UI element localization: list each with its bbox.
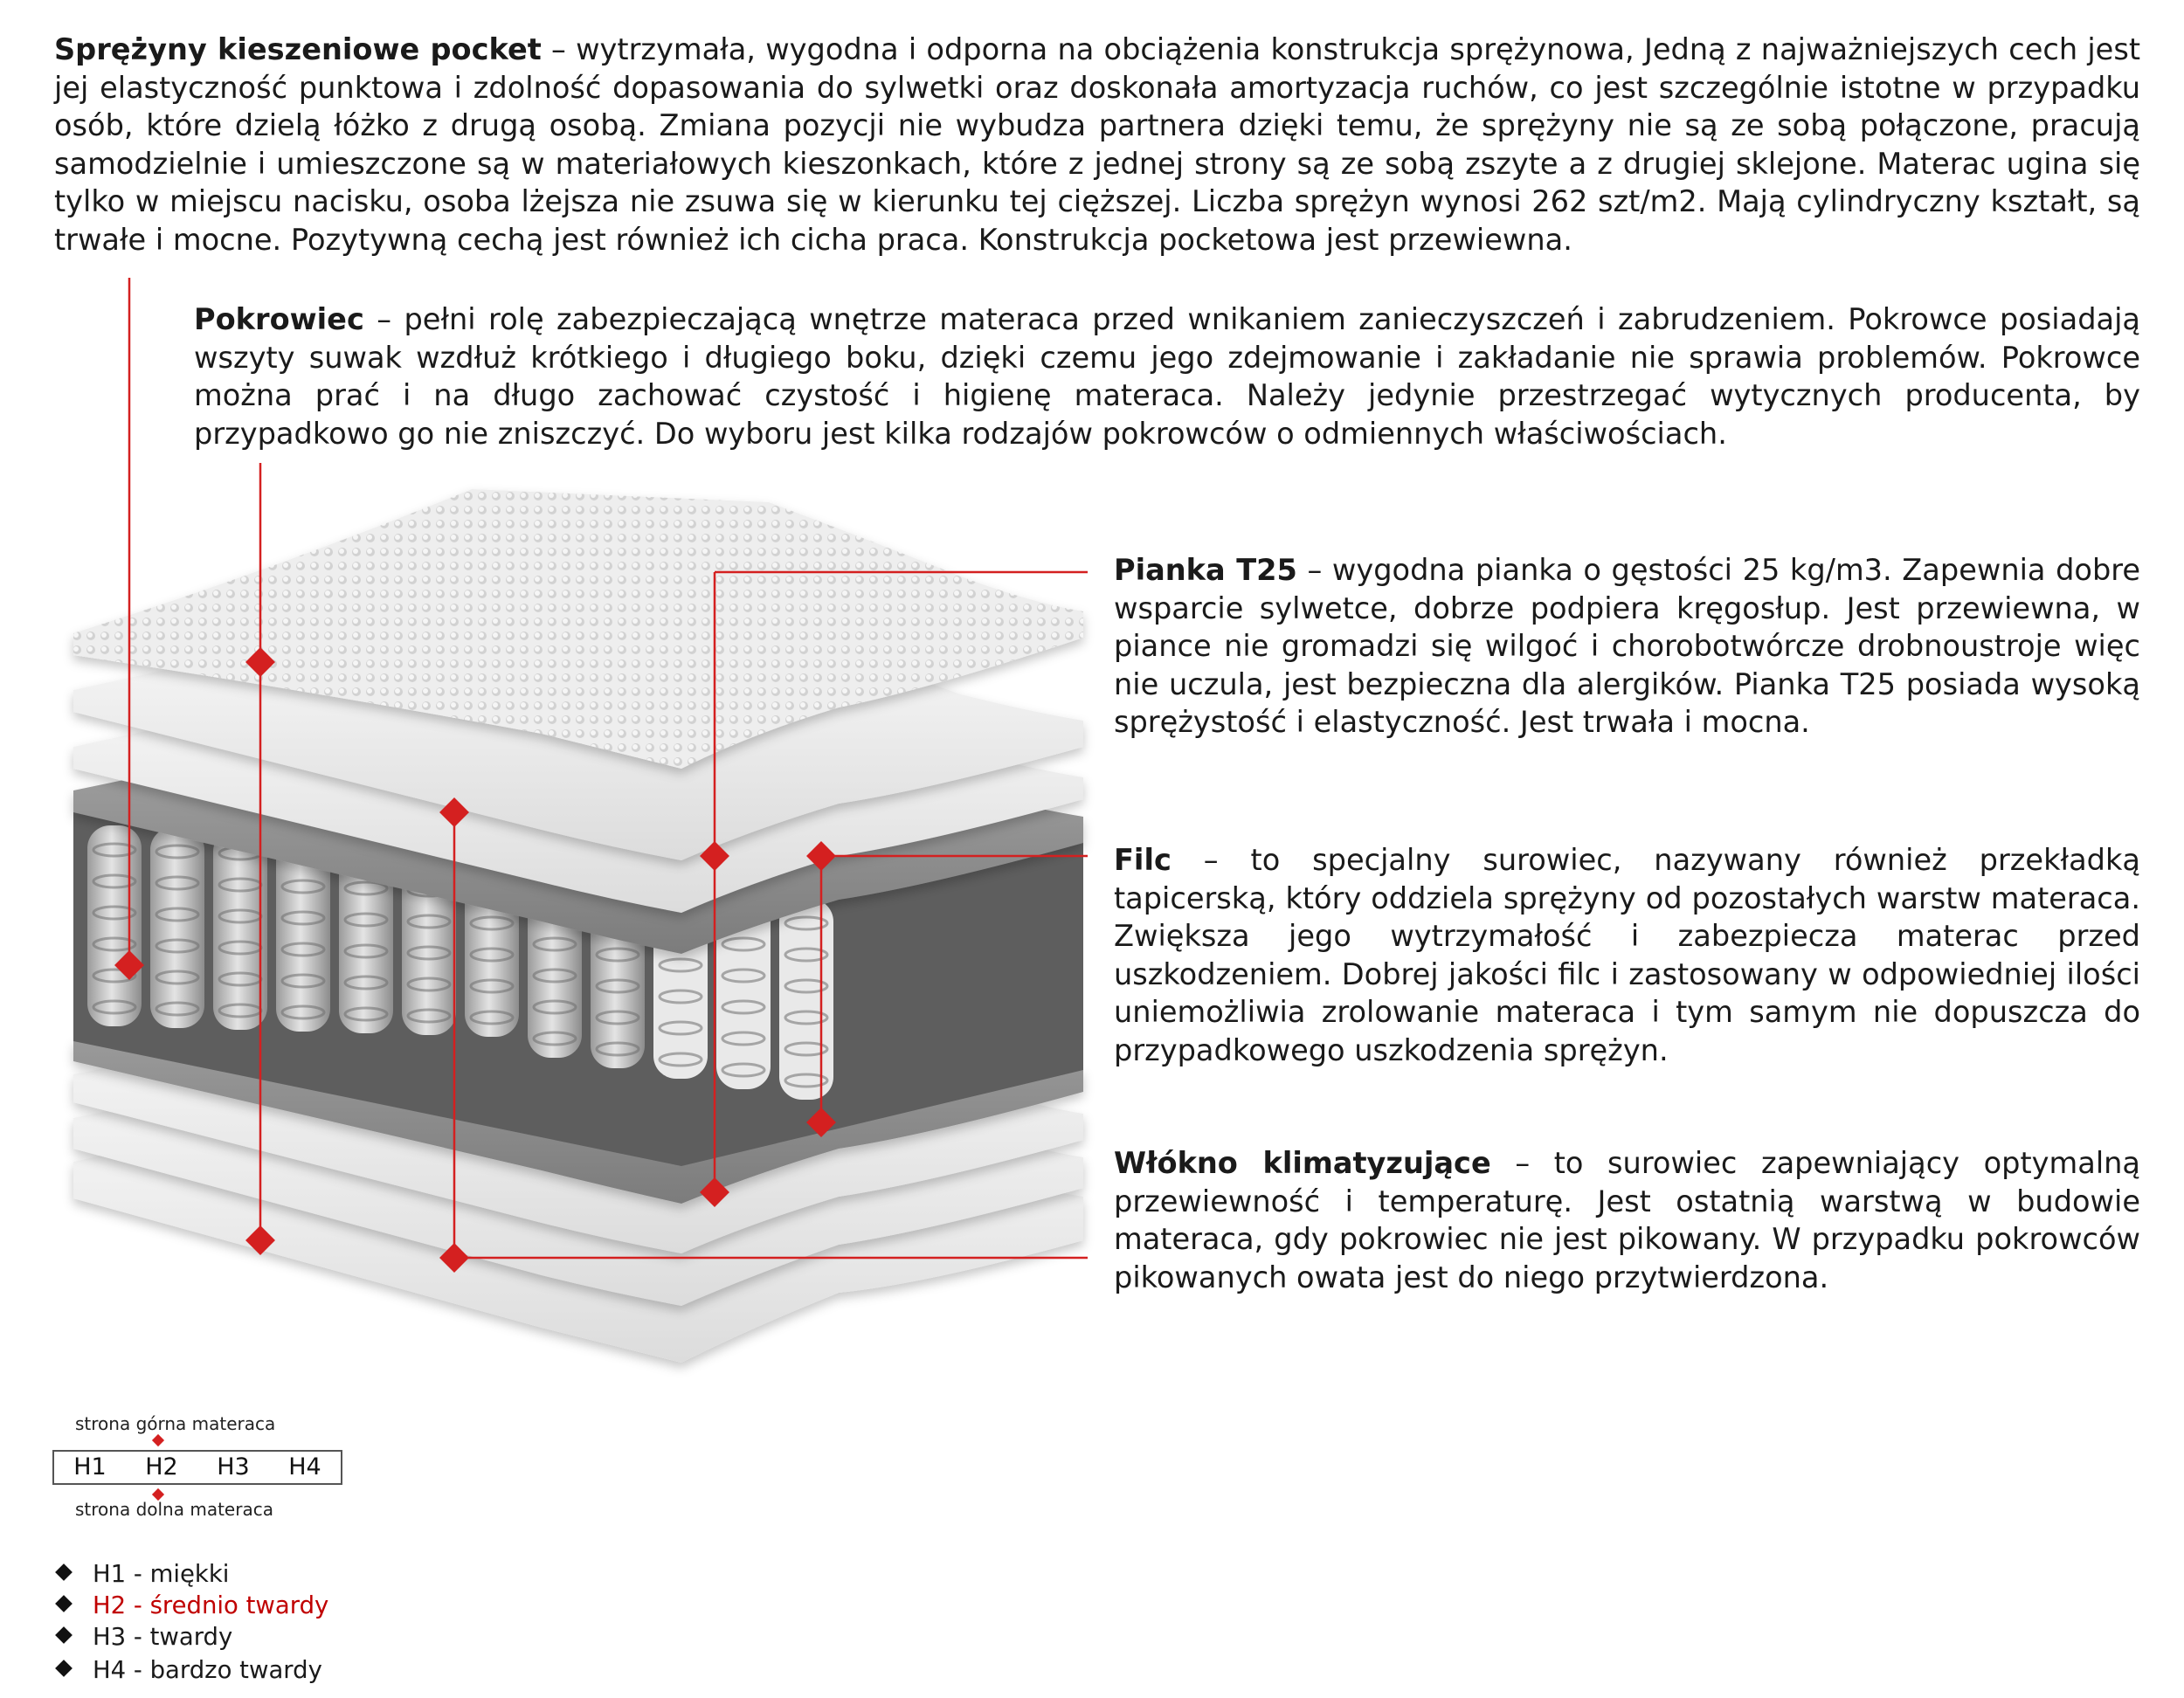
felt-title: Filc [1114,843,1171,877]
legend-item-h3 [52,1621,232,1653]
cover-text: – pełni rolę zabezpieczającą wnętrze materaca przed wnikaniem zanieczyszczeń i zabrudzeniem. Pokrowce posiadają wszyty suwak wzdłuż krótkiego i długiego boku, dzięki czemu jego zdejmowanie i zakładanie nie sprawia problemów. Pokrowce można prać i na długo zachować czystość i higienę materaca. Należy jedynie przestrzegać wytycznych producenta, by przypadkowo go nie zniszczyć. Do wyboru jest kilka rodzajów pokrowców o odmiennych właściwościach. [194,302,2140,451]
legend-text: H1 - miękki [93,1560,230,1588]
scale-bottom-label: strona dolna materaca [75,1499,273,1520]
cover-title: Pokrowiec [194,302,364,336]
legend-item-h2 [52,1590,328,1621]
scale-top-marker [152,1434,164,1446]
scale-top-label: strona górna materaca [75,1413,276,1434]
legend-text: H4 - bardzo twardy [93,1656,322,1684]
scale-cell-h2: H2 [145,1453,178,1481]
firmness-scale [52,1450,342,1485]
scale-cell-h1: H1 [73,1453,107,1481]
springs-text: – wytrzymała, wygodna i odporna na obciążenia konstrukcja sprężynowa, Jedną z najważniejszych cech jest jej elastyczność punktowa i zdolność dopasowania do sylwetki oraz doskonała amortyzacja ruchów, co jest szczególnie istotne w przypadku osób, które dzielą łóżko z drugą osobą. Zmiana pozycji nie wybudza partnera dzięki temu, że sprężyny nie są ze sobą połączone, pracują samodzielnie i umieszczone są w materiałowych kieszonkach, które z jednej strony są ze sobą zszyte a z drugiej sklejone. Materac ugina się tylko w miejscu nacisku, osoba lżejsza nie zsuwa się w kierunku tej cięższej. Liczba sprężyn wynosi 262 szt/m2. Mają cylindryczny kształt, są trwałe i mocne. Pozytywną cechą jest również ich cicha praca. Konstrukcja pocketowa jest przewiewna. [54,32,2140,257]
scale-cell-h4: H4 [288,1453,321,1481]
legend-text: H2 - średnio twardy [93,1591,329,1619]
foam-text: – wygodna pianka o gęstości 25 kg/m3. Zapewnia dobre wsparcie sylwetce, dobrze podpiera kręgosłup. Jest przewiewna, w piance nie gromadzi się wilgoć i chorobotwórcze drobnoustroje więc nie uczula, jest bezpieczna dla alergików. Pianka T25 posiada wysoką sprężystość i elastyczność. Jest trwała i mocna. [1114,553,2141,739]
legend-text: H3 - twardy [93,1623,233,1651]
felt-text: – to specjalny surowiec, nazywany również przekładką tapicerską, który oddziela sprężyny od pozostałych warstw materaca. Zwiększa jego wytrzymałość i zabezpiecza materac przed uszkodzeniem. Dobrej jakości filc i zastosowany w odpowiedniej ilości uniemożliwia zrolowanie materaca i tym samym nie dopuszcza do przypadkowego uszkodzenia sprężyn. [1114,843,2140,1067]
diamond-bullet-icon [55,1626,73,1644]
diamond-bullet-icon [55,1595,73,1612]
fiber-title: Włókno klimatyzujące [1114,1146,1491,1180]
fiber-text: – to surowiec zapewniający optymalną przewiewność i temperaturę. Jest ostatnią warstwą w budowie materaca, gdy pokrowiec nie jest pikowany. W przypadku pokrowców pikowanych owata jest do niego przytwierdzona. [1114,1146,2141,1294]
diamond-bullet-icon [55,1660,73,1677]
foam-title: Pianka T25 [1114,553,1297,587]
legend-item-h4 [52,1654,322,1686]
scale-cell-h3: H3 [217,1453,250,1481]
springs-title: Sprężyny kieszeniowe pocket [54,32,542,66]
legend-item-h1 [52,1558,229,1590]
diamond-bullet-icon [55,1563,73,1581]
